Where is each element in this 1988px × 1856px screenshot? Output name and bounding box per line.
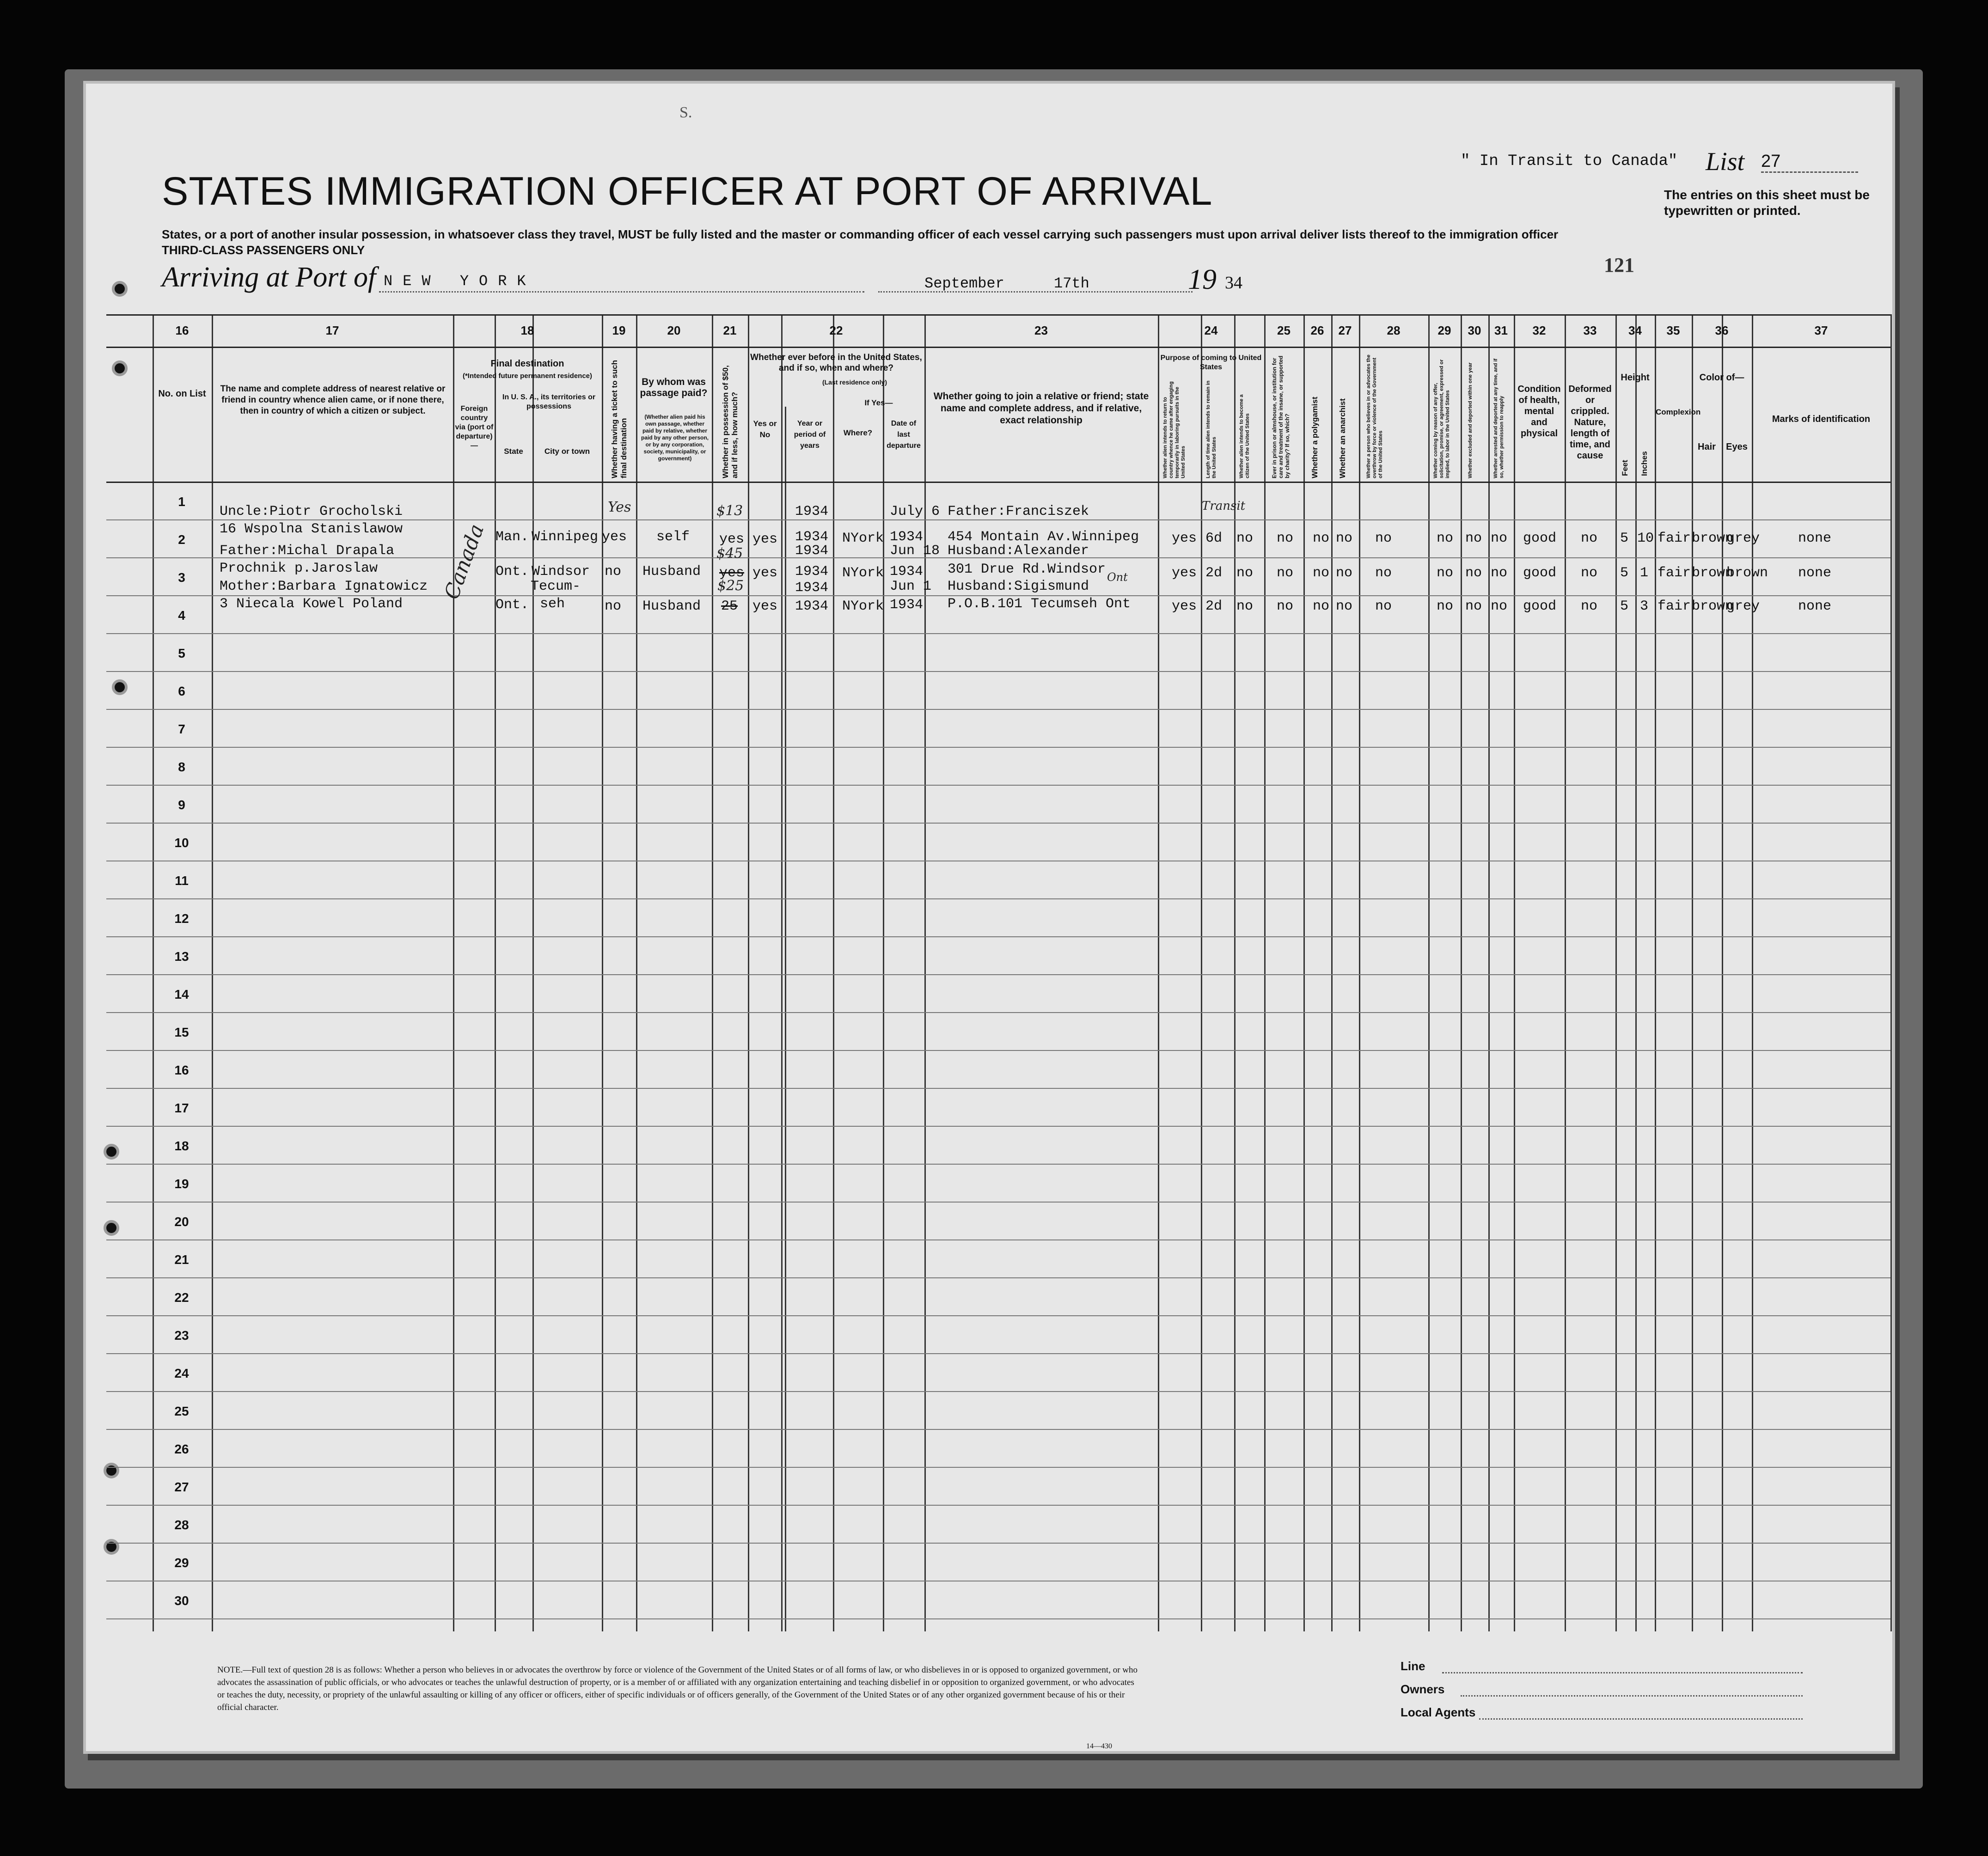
- purpose-return: yes: [1172, 531, 1197, 546]
- q28: no: [1375, 565, 1392, 581]
- q28: no: [1375, 531, 1392, 546]
- ticket-handwritten: Yes: [608, 499, 631, 515]
- anarchist: no: [1336, 531, 1353, 546]
- subtitle-line-2: THIRD-CLASS PASSENGERS ONLY: [162, 243, 365, 257]
- port-rule: [379, 291, 864, 293]
- header-prison: Ever in prison or almshouse, or institution for care and treatment of the insane, or supported by charity? If so, which?: [1271, 355, 1291, 478]
- header-q28: Whether a person who believes in or advocates the overthrow by force or violence of the Government of the United States: [1366, 354, 1383, 478]
- row-rule: [106, 709, 1890, 710]
- col-number: 31: [1494, 324, 1508, 337]
- money: yes: [719, 531, 745, 547]
- complexion: fair: [1658, 565, 1691, 581]
- join-address: 301 Drue Rd.Windsor: [948, 562, 1106, 577]
- row-number: 17: [174, 1101, 189, 1115]
- join-handwritten: Ont: [1107, 571, 1128, 584]
- row-number: 27: [174, 1480, 189, 1494]
- join-relative: Husband:Sigismund: [948, 579, 1089, 594]
- manifest-table: [106, 314, 1890, 1631]
- header-hair: Hair: [1698, 442, 1716, 452]
- row-rule: [106, 1543, 1890, 1544]
- height-feet: 5: [1620, 598, 1629, 614]
- q28: no: [1375, 598, 1392, 614]
- row-rule: [106, 1126, 1890, 1127]
- line-label: Line: [1401, 1659, 1425, 1673]
- anarchist: no: [1336, 565, 1353, 581]
- row-number: 1: [178, 495, 185, 509]
- polygamist: no: [1313, 598, 1330, 614]
- purpose-return: yes: [1172, 565, 1197, 581]
- relative-address: Prochnik p.Jaroslaw: [220, 561, 378, 576]
- row-number: 5: [178, 646, 185, 660]
- complexion: fair: [1658, 531, 1691, 546]
- header-if-yes: If Yes—: [864, 398, 893, 407]
- where: NYork: [842, 531, 884, 546]
- row-number: 13: [174, 949, 189, 964]
- sheet-number: 121: [1604, 254, 1634, 276]
- row-number: 24: [174, 1366, 189, 1380]
- page-subtitle: [162, 226, 1576, 258]
- header-join-relative: Whether going to join a relative or friend; state name and complete address, and if relative, exact relationship: [933, 391, 1149, 426]
- col-number: 18: [520, 324, 534, 337]
- header-ticket: Whether having a ticket to such final destination: [610, 360, 628, 478]
- col-number: 32: [1532, 324, 1546, 337]
- row-rule: [106, 1353, 1890, 1354]
- header-year-period: Year or period of years: [794, 420, 826, 450]
- row-rule: [106, 1012, 1890, 1013]
- arriving-label: Arriving at Port of: [162, 262, 376, 293]
- row-number: 21: [174, 1252, 189, 1267]
- row-number: 15: [174, 1025, 189, 1039]
- row-number: 10: [174, 836, 189, 850]
- row-rule: [106, 974, 1890, 975]
- col-number: 20: [667, 324, 681, 337]
- purpose-length: 2d: [1205, 598, 1223, 614]
- agents-rule: [1479, 1718, 1803, 1720]
- row-number: 7: [178, 722, 185, 736]
- departure-year: 1934: [890, 564, 924, 580]
- q31: no: [1491, 565, 1508, 581]
- year-suffix: 34: [1225, 273, 1242, 293]
- subtitle-line-1: States, or a port of another insular possession, in whatsoever class they travel, MUST be fully listed and the master or commanding officer of each vessel carrying such passengers must upon arrival deliver lists thereof to the immigration officer: [162, 227, 1559, 241]
- header-final-destination-note: (*Intended future permanent residence): [462, 372, 593, 380]
- header-city: City or town: [544, 447, 590, 456]
- owners-rule: [1461, 1695, 1803, 1697]
- port-value: NEW YORK: [384, 273, 536, 290]
- row-rule: [106, 671, 1890, 672]
- owners-label: Owners: [1401, 1682, 1445, 1696]
- purpose-length: 6d: [1205, 531, 1223, 546]
- purpose-citizen: no: [1236, 565, 1254, 581]
- row-number: 23: [174, 1328, 189, 1343]
- purpose-citizen: no: [1236, 598, 1254, 614]
- relative-address: 16 Wspolna Stanislawow: [220, 521, 403, 537]
- marks: none: [1798, 531, 1832, 546]
- join-address: 454 Montain Av.Winnipeg: [948, 529, 1139, 545]
- header-q30: Whether excluded and deported within one year: [1468, 362, 1473, 478]
- hair: brown: [1692, 598, 1734, 614]
- q30: no: [1465, 598, 1482, 614]
- header-feet: Feet: [1621, 460, 1629, 476]
- header-q29: Whether coming by reason of any offer, solicitation, promise, or agreement, expressed or implied, to labor in the United States: [1433, 359, 1450, 478]
- row-number: 28: [174, 1518, 189, 1532]
- row-rule: [106, 519, 1890, 520]
- ticket: yes: [602, 529, 627, 545]
- dest-city-line2: seh: [540, 596, 565, 612]
- dest-city-line1: Tecum-: [531, 579, 581, 594]
- row-number: 29: [174, 1556, 189, 1570]
- row-number: 20: [174, 1215, 189, 1229]
- purpose-handwritten: Transit: [1202, 499, 1246, 513]
- health: good: [1523, 565, 1557, 581]
- q31: no: [1491, 531, 1508, 546]
- row-number: 16: [174, 1063, 189, 1077]
- row-number: 9: [178, 798, 185, 812]
- money-handwritten: $25: [717, 578, 744, 594]
- row-number: 11: [175, 873, 189, 888]
- prison: no: [1277, 565, 1294, 581]
- header-before-in-us: Whether ever before in the United States, and if so, when and where?: [750, 353, 922, 373]
- header-passage-paid: By whom was passage paid?: [640, 377, 708, 398]
- line-rule: [1442, 1672, 1803, 1673]
- money: yes: [719, 565, 745, 581]
- height-feet: 5: [1620, 531, 1629, 546]
- purpose-citizen: no: [1236, 531, 1254, 546]
- dest-city: Windsor: [532, 564, 590, 580]
- row-number: 2: [178, 532, 185, 547]
- row-rule: [106, 1202, 1890, 1203]
- height-inches: 3: [1640, 598, 1649, 614]
- before-in-us: yes: [752, 598, 778, 614]
- q29: no: [1437, 598, 1454, 614]
- transit-note: " In Transit to Canada": [1461, 153, 1678, 170]
- anarchist: no: [1336, 598, 1353, 614]
- row-rule: [106, 785, 1890, 786]
- year-handwritten: 1934: [795, 580, 829, 596]
- health: good: [1523, 531, 1557, 546]
- departure-date: July 6: [890, 504, 940, 519]
- header-no-on-list: No. on List: [158, 389, 206, 399]
- q31: no: [1491, 598, 1508, 614]
- height-inches: 10: [1637, 531, 1654, 546]
- col-number: 22: [829, 324, 843, 337]
- relative-name: Uncle:Piotr Grocholski: [220, 504, 403, 519]
- header-purpose: Purpose of coming to United States: [1160, 354, 1262, 371]
- header-state: State: [504, 447, 523, 456]
- hair: brown: [1692, 531, 1734, 546]
- col-number: 37: [1814, 324, 1828, 337]
- row-number: 22: [174, 1290, 189, 1305]
- deformed: no: [1581, 531, 1598, 546]
- year-prefix: 19: [1188, 264, 1217, 295]
- eyes: brown: [1726, 565, 1768, 581]
- col-number: 36: [1715, 324, 1729, 337]
- relative-name: Father:Michal Drapala: [220, 543, 395, 559]
- row-number: 12: [174, 911, 189, 926]
- col-number: 35: [1666, 324, 1680, 337]
- header-purpose-sub2: Length of time alien intends to remain in the United States: [1205, 380, 1217, 478]
- join-address: P.O.B.101 Tecumseh Ont: [948, 596, 1131, 612]
- col-number: 34: [1628, 324, 1642, 337]
- row-rule: [106, 1467, 1890, 1468]
- departure-date: Jun 1: [890, 579, 932, 594]
- entries-note: The entries on this sheet must be typewritten or printed.: [1664, 188, 1870, 218]
- dest-state: Ont.: [495, 564, 529, 580]
- year: 1934: [795, 598, 829, 614]
- year: 1934: [795, 529, 829, 545]
- arrival-month: September: [924, 275, 1004, 292]
- dest-state: Man.: [495, 529, 529, 545]
- prison: no: [1277, 531, 1294, 546]
- q29: no: [1437, 531, 1454, 546]
- relative-address: 3 Niecala Kowel Poland: [220, 596, 403, 612]
- binder-hole: [112, 281, 128, 297]
- header-possession-50: Whether in possession of $50, and if less, how much?: [721, 365, 739, 478]
- col-number: 30: [1468, 324, 1481, 337]
- purpose-return: yes: [1172, 598, 1197, 614]
- row-number: 30: [174, 1593, 189, 1608]
- passage-paid: Husband: [642, 598, 701, 614]
- row-rule: [106, 1277, 1890, 1278]
- eyes: grey: [1726, 598, 1760, 614]
- header-nearest-relative: The name and complete address of nearest relative or friend in country whence alien came, or if none there, then in country of which a citizen or subject.: [220, 384, 446, 416]
- header-complexion: Complexion: [1656, 408, 1701, 416]
- year-handwritten: 1934: [795, 543, 829, 559]
- year: 1934: [795, 564, 829, 580]
- ticket: no: [605, 564, 622, 580]
- list-number: 27: [1761, 152, 1858, 173]
- purpose-length: 2d: [1205, 565, 1223, 581]
- departure-year: 1934: [890, 529, 924, 545]
- header-foreign-country: Foreign country via (port of departure)—: [455, 405, 494, 450]
- q29: no: [1437, 565, 1454, 581]
- header-eyes: Eyes: [1726, 442, 1748, 452]
- passage-paid: self: [656, 529, 690, 545]
- col-number: 29: [1437, 324, 1451, 337]
- row-rule: [106, 1391, 1890, 1392]
- row-rule: [106, 633, 1890, 634]
- row-number: 14: [174, 987, 189, 1001]
- header-where: Where?: [843, 428, 873, 437]
- passage-paid: Husband: [642, 564, 701, 580]
- row-number: 6: [178, 684, 185, 698]
- polygamist: no: [1313, 565, 1330, 581]
- header-anarchist: Whether an anarchist: [1338, 398, 1347, 478]
- join-relative: Father:Franciszek: [948, 504, 1089, 519]
- row-rule: [106, 1315, 1890, 1316]
- ticket: no: [605, 598, 622, 614]
- row-rule: [106, 936, 1890, 937]
- header-color-of: Color of—: [1699, 372, 1744, 383]
- header-polygamist: Whether a polygamist: [1310, 397, 1319, 478]
- arrival-day: 17th: [1054, 275, 1089, 292]
- row-rule: [106, 1050, 1890, 1051]
- money: 25: [721, 598, 738, 614]
- header-inches: Inches: [1640, 451, 1649, 476]
- join-relative: Husband:Alexander: [948, 543, 1089, 559]
- hair: brown: [1692, 565, 1734, 581]
- dest-city: Winnipeg: [532, 529, 599, 545]
- before-in-us: yes: [752, 565, 778, 581]
- eyes: grey: [1726, 531, 1760, 546]
- row-rule: [106, 1429, 1890, 1430]
- marks: none: [1798, 565, 1832, 581]
- money-handwritten: $45: [716, 545, 743, 562]
- col-number: 16: [175, 324, 189, 337]
- where: NYork: [842, 565, 884, 581]
- header-purpose-sub3: Whether alien intends to become a citizen of the United States: [1239, 394, 1250, 478]
- agents-label: Local Agents: [1401, 1705, 1476, 1719]
- col-number: 21: [723, 324, 737, 337]
- form-code: 14—430: [1086, 1742, 1112, 1750]
- row-rule: [106, 898, 1890, 899]
- footnote-q28: NOTE.—Full text of question 28 is as follows: Whether a person who believes in or advocates the overthrow by force or violence of the Government of the United States or of all forms of law, or who disbelieves in or is opposed to organized government, or who advocates the assassination of public officials, or who advocates or teaches the unlawful destruction of property, or is a member of or affiliated with any organization entertaining and teaching disbelief in or opposition to organized government, or who advocates or teaches the duty, necessity, or propriety of the unlawful assaulting or killing of any officer or officers, either of specific individuals or of officers generally, of the Government of the United States or of any other organized government because of his or their official character.: [217, 1665, 1138, 1712]
- list-label: List: [1706, 147, 1745, 176]
- row-number: 4: [178, 608, 185, 623]
- row-rule: [106, 1088, 1890, 1089]
- col-number: 26: [1310, 324, 1324, 337]
- header-marks: Marks of identification: [1772, 414, 1871, 424]
- header-date-departure: Date of last departure: [887, 420, 921, 450]
- departure-date: Jun 18: [890, 543, 940, 559]
- prison: no: [1277, 598, 1294, 614]
- header-final-destination: Final destination: [490, 359, 564, 369]
- col-number: 24: [1204, 324, 1218, 337]
- row-number: 18: [174, 1139, 189, 1153]
- where: NYork: [842, 598, 884, 614]
- polygamist: no: [1313, 531, 1330, 546]
- header-height: Height: [1621, 372, 1650, 383]
- header-q31: Whether arrested and deported at any time, and if so, whether permission to reapply: [1493, 358, 1505, 478]
- row-number: 8: [178, 760, 185, 774]
- departure-year: 1934: [890, 597, 924, 613]
- header-in-usa: In U. S. A., its territories or possessions: [502, 393, 596, 410]
- deformed: no: [1581, 565, 1598, 581]
- col-number: 23: [1034, 324, 1048, 337]
- q30: no: [1465, 531, 1482, 546]
- row-number: 19: [174, 1177, 189, 1191]
- row-rule: [106, 1618, 1890, 1619]
- header-deformed: Deformed or crippled. Nature, length of time, and cause: [1568, 384, 1612, 461]
- dest-state: Ont.: [495, 597, 529, 613]
- row-rule: [106, 1505, 1890, 1506]
- row-number: 3: [178, 570, 185, 585]
- health: good: [1523, 598, 1557, 614]
- deformed: no: [1581, 598, 1598, 614]
- col-number: 33: [1583, 324, 1597, 337]
- col-number: 19: [612, 324, 626, 337]
- col-number: 17: [325, 324, 339, 337]
- col-number: 27: [1338, 324, 1352, 337]
- row-rule: [106, 1164, 1890, 1165]
- header-passage-note: (Whether alien paid his own passage, whether paid by relative, whether paid by any other person, or by any corporation, society, municipality, or government): [641, 414, 709, 462]
- col-number: 28: [1387, 324, 1401, 337]
- complexion: fair: [1658, 598, 1691, 614]
- before-in-us: yes: [752, 531, 778, 547]
- row-rule: [106, 823, 1890, 824]
- header-yes-no: Yes or No: [753, 419, 777, 439]
- header-condition: Condition of health, mental and physical: [1517, 384, 1561, 439]
- col-number: 25: [1277, 324, 1291, 337]
- q30: no: [1465, 565, 1482, 581]
- row-number: 25: [174, 1404, 189, 1418]
- row-rule: [106, 1239, 1890, 1240]
- top-scrawl: S.: [679, 104, 692, 121]
- height-feet: 5: [1620, 565, 1629, 581]
- marks: none: [1798, 598, 1832, 614]
- money-handwritten: $13: [716, 503, 743, 519]
- header-last-residence: (Last residence only): [822, 379, 887, 386]
- height-inches: 1: [1640, 565, 1649, 581]
- foreign-country-handwritten: Canada: [440, 521, 489, 603]
- row-number: 26: [174, 1442, 189, 1456]
- row-rule: [106, 747, 1890, 748]
- header-purpose-sub1: Whether alien intends to return to country whence he came after engaging temporarily in laboring pursuits in the United States: [1162, 381, 1186, 478]
- relative-name: Mother:Barbara Ignatowicz: [220, 579, 428, 594]
- page-title: STATES IMMIGRATION OFFICER AT PORT OF ARRIVAL: [162, 169, 1213, 214]
- year-handwritten: 1934: [795, 504, 829, 519]
